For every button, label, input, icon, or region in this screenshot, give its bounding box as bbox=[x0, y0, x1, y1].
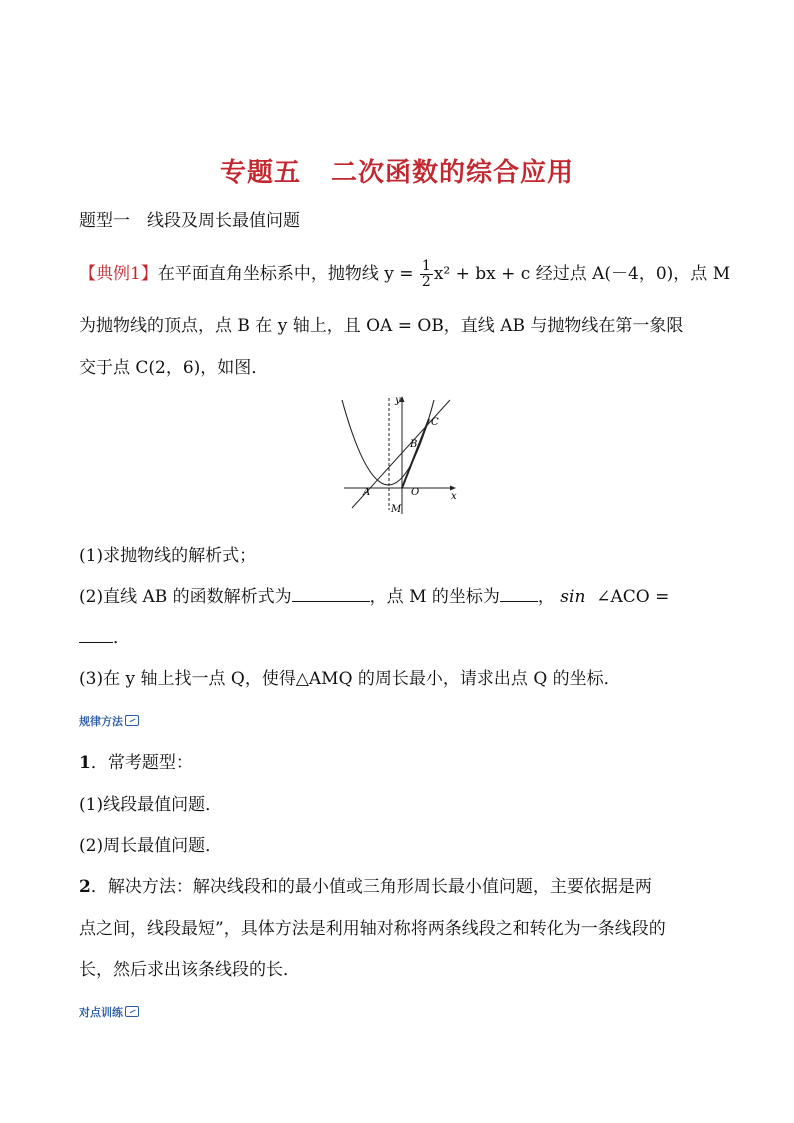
label-b: B bbox=[410, 439, 418, 450]
q2-text-a: (2)直线 AB 的函数解析式为 bbox=[79, 587, 292, 607]
question-2-tail bbox=[79, 628, 130, 648]
pencil-icon bbox=[125, 1006, 139, 1017]
fraction-numerator: 1 bbox=[421, 258, 431, 274]
method-point-1a: (1)线段最值问题． bbox=[79, 795, 223, 815]
label-a: A bbox=[363, 487, 371, 498]
label-c: C bbox=[431, 417, 439, 428]
q2-text-c: ， bbox=[537, 587, 555, 607]
answer-blank-line[interactable] bbox=[292, 587, 370, 602]
example-line-3: 交于点 C(2，6)，如图． bbox=[79, 358, 269, 378]
answer-blank-sin[interactable] bbox=[79, 628, 113, 643]
question-3: (3)在 y 轴上找一点 Q，使得△AMQ 的周长最小，请求出点 Q 的坐标． bbox=[79, 669, 621, 689]
method-point-2-number: 2 bbox=[79, 877, 91, 897]
question-1: (1)求抛物线的解析式； bbox=[79, 546, 257, 566]
training-badge-label: 对点训练 bbox=[79, 1006, 123, 1019]
answer-blank-vertex[interactable] bbox=[500, 587, 538, 602]
method-point-2-line1: ．解决方法：解决线段和的最小值或三角形周长最小值问题，主要依据是两 bbox=[90, 877, 652, 897]
method-point-1 bbox=[79, 753, 193, 773]
example-label: 【典例1】 bbox=[79, 264, 158, 284]
section-heading: 题型一 线段及周长最值问题 bbox=[79, 211, 300, 231]
example-line-1 bbox=[79, 259, 730, 290]
method-point-1-text: ．常考题型： bbox=[90, 753, 193, 773]
label-o: O bbox=[411, 487, 420, 498]
question-2 bbox=[79, 587, 669, 607]
q2-text-d: ∠ACO = bbox=[596, 587, 670, 607]
method-point-1-number: 1 bbox=[79, 753, 91, 773]
page-title bbox=[0, 152, 794, 189]
parabola-figure bbox=[334, 392, 464, 516]
title-part1: 专题五 bbox=[219, 158, 301, 188]
label-m: M bbox=[391, 504, 402, 515]
method-badge bbox=[79, 713, 139, 729]
q2-sin: sin bbox=[560, 587, 586, 607]
example-text-b: x² + bx + c 经过点 A(－4，0)，点 M bbox=[433, 264, 731, 284]
example-text-a: 在平面直角坐标系中，抛物线 y = bbox=[157, 264, 419, 284]
x-axis-arrow bbox=[450, 486, 456, 491]
example-line-2: 为抛物线的顶点，点 B 在 y 轴上，且 OA = OB，直线 AB 与抛物线在第一象限 bbox=[79, 316, 684, 336]
pencil-icon bbox=[125, 715, 139, 726]
label-y: y bbox=[395, 395, 401, 406]
training-badge bbox=[79, 1004, 139, 1020]
q2-text-b: ，点 M 的坐标为 bbox=[369, 587, 500, 607]
method-point-1b: (2)周长最值问题． bbox=[79, 836, 223, 856]
method-badge-label: 规律方法 bbox=[79, 715, 123, 728]
segment-oc bbox=[402, 419, 429, 488]
label-x: x bbox=[451, 491, 457, 502]
fraction bbox=[420, 259, 433, 290]
method-point-2-line2: 点之间，线段最短”，具体方法是利用轴对称将两条线段之和转化为一条线段的 bbox=[79, 919, 666, 939]
method-point-2-line3: 长，然后求出该条线段的长． bbox=[79, 960, 300, 980]
title-part2: 二次函数的综合应用 bbox=[331, 158, 575, 188]
fraction-denominator: 2 bbox=[421, 274, 431, 290]
method-point-2 bbox=[79, 877, 652, 897]
q2-text-e: ． bbox=[113, 628, 130, 648]
